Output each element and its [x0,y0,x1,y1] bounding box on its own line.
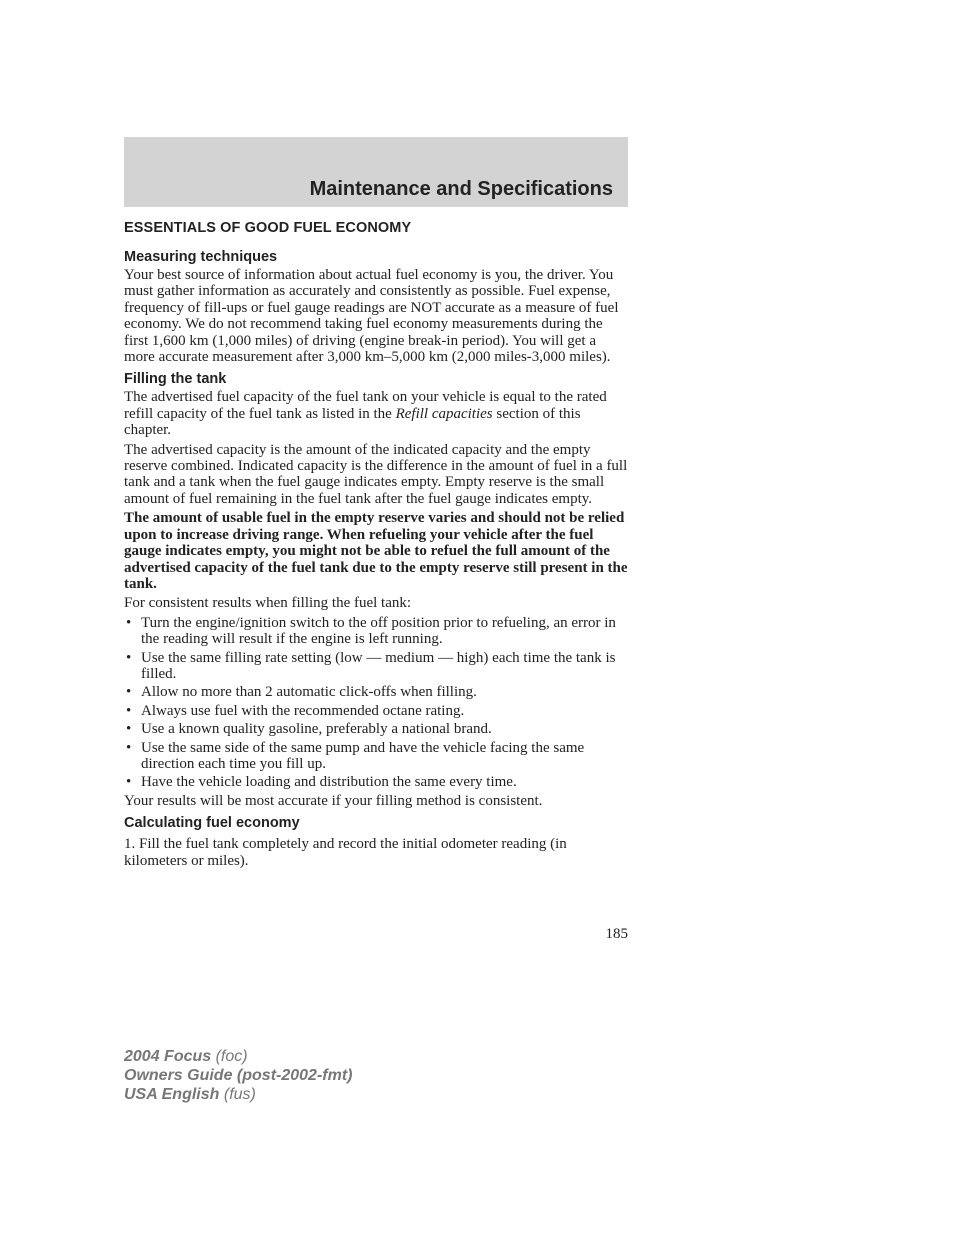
footer-guide: Owners Guide (post-2002-fmt) [124,1067,353,1084]
bullet-icon: • [126,739,132,756]
bullet-icon: • [126,721,132,738]
list-item [124,721,628,737]
list-item-text: Always use fuel with the recommended octane rating. [141,702,465,719]
section-title: ESSENTIALS OF GOOD FUEL ECONOMY [124,220,412,236]
filling-paragraph-2: The advertised capacity is the amount of the indicated capacity and the empty reserve combined. Indicated capacity is the difference in the amount of fuel in a full tank and a tank when the fuel gauge indicates empty. Empty reserve is the small amount of fuel remaining in the fuel tank after the fuel gauge indicates empty. [124,441,628,507]
filling-paragraph-1 [124,389,628,438]
filling-intro: For consistent results when filling the fuel tank: [124,595,412,612]
list-item [124,703,628,719]
list-item-text: Allow no more than 2 automatic click-offs when filling. [141,684,477,701]
filling-tips-list [124,615,628,791]
chapter-header-band [124,137,628,207]
list-item [124,615,628,648]
list-item [124,650,628,683]
page-content [124,220,628,872]
bullet-icon: • [126,684,132,701]
refill-capacities-reference: Refill capacities [395,405,493,422]
list-item [124,774,628,790]
page-number: 185 [605,926,628,942]
warning-paragraph: The amount of usable fuel in the empty reserve varies and should not be relied upon to increase driving range. When refueling your vehicle after the fuel gauge indicates empty, you might not be able to refuel the full amount of the advertised capacity of the fuel tank due to the empty reserve still present in the tank. [124,510,628,592]
list-item-text: Use a known quality gasoline, preferably a national brand. [141,721,492,738]
list-item-text: Have the vehicle loading and distribution the same every time. [141,774,517,791]
measuring-heading: Measuring techniques [124,249,278,265]
footer-language: USA English [124,1086,220,1103]
footer-model-code: (foc) [211,1048,248,1065]
list-item-text: Use the same filling rate setting (low — medium — high) each time the tank is filled. [141,649,616,682]
footer-model: 2004 Focus [124,1048,212,1065]
filling-closing: Your results will be most accurate if your filling method is consistent. [124,792,543,809]
filling-heading: Filling the tank [124,371,227,388]
filling-p1-text-after: section of this chapter. [124,405,581,439]
footer-line-1 [124,1047,352,1066]
footer-line-3 [124,1085,352,1104]
filling-p1-text-before: The advertised fuel capacity of the fuel tank on your vehicle is equal to the rated refill capacity of the fuel tank as listed in the [124,389,607,422]
list-item-text: Turn the engine/ignition switch to the off position prior to refueling, an error in the reading will result if the engine is left running. [141,614,616,648]
bullet-icon: • [126,702,132,719]
calculating-heading: Calculating fuel economy [124,815,300,832]
list-item [124,684,628,700]
bullet-icon: • [126,774,132,791]
footer-language-code: (fus) [219,1086,256,1103]
bullet-icon: • [126,649,132,666]
list-item [124,740,628,773]
measuring-paragraph: Your best source of information about actual fuel economy is you, the driver. You must gather information as accurately and consistently as possible. Fuel expense, frequency of fill-ups or fuel gauge readings are NOT accurate as a measure of fuel economy. We do not recommend taking fuel economy measurements during the first 1,600 km (1,000 miles) of driving (engine break-in period). You will get a more accurate measurement after 3,000 km–5,000 km (2,000 miles-3,000 miles). [124,267,619,366]
chapter-title: Maintenance and Specifications [309,178,613,200]
footer-line-2 [124,1066,352,1085]
calculating-step-1: 1. Fill the fuel tank completely and record the initial odometer reading (in kilometers or miles). [124,836,567,869]
document-footer [124,1047,352,1104]
bullet-icon: • [126,614,132,631]
list-item-text: Use the same side of the same pump and have the vehicle facing the same direction each time you fill up. [141,739,585,772]
